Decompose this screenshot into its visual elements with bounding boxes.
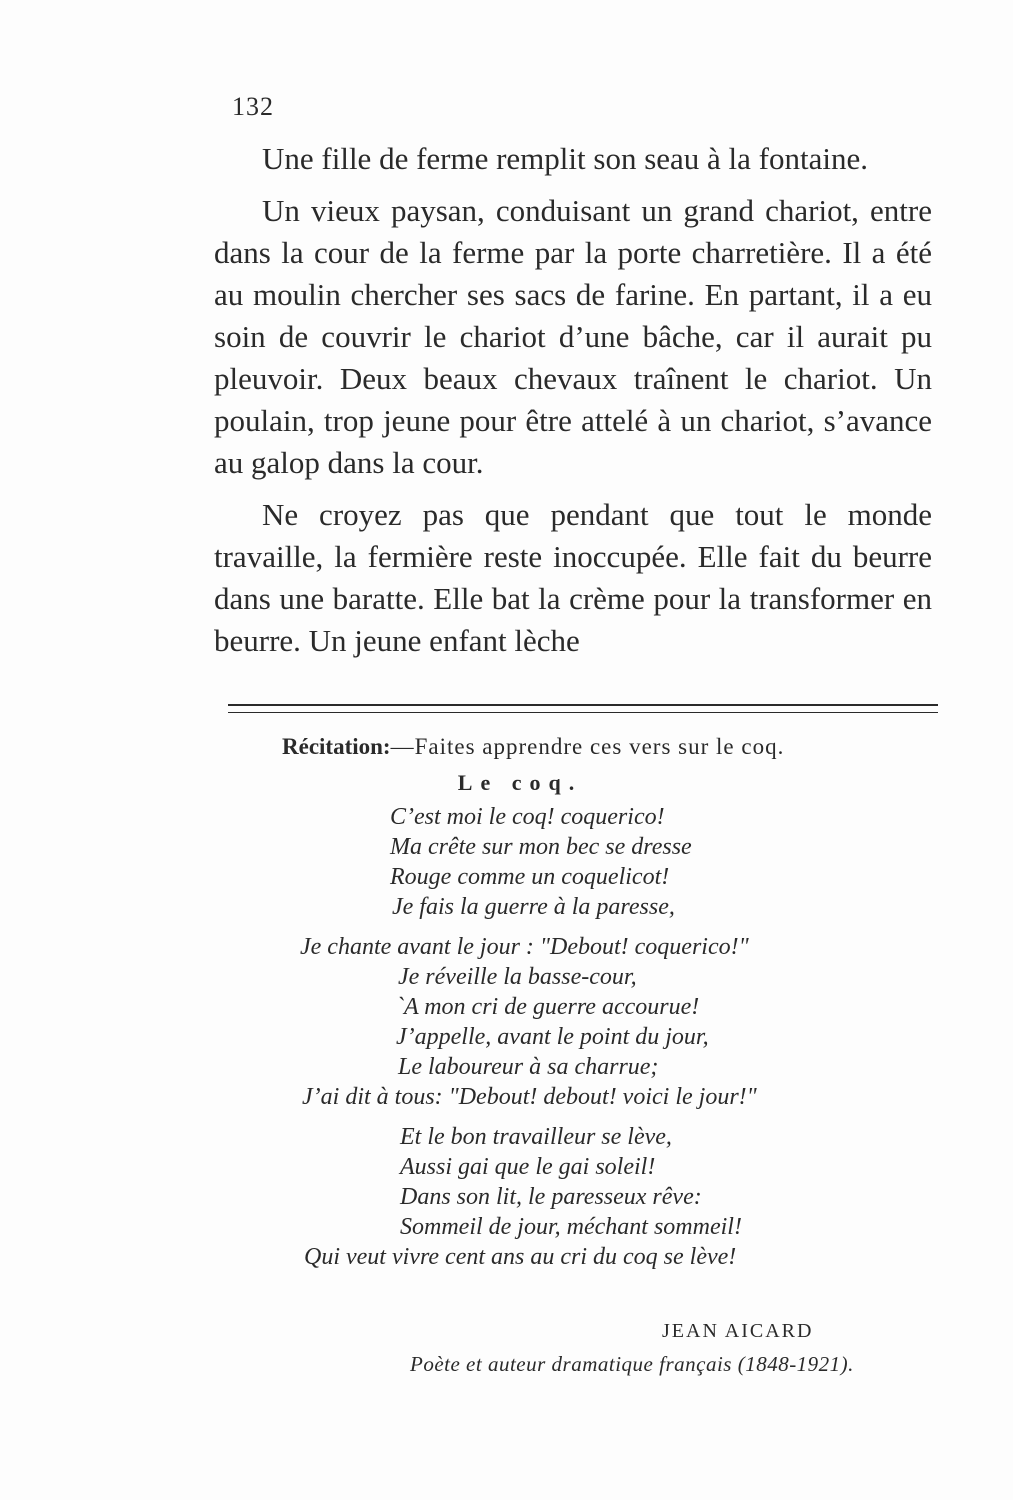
body-text [214,138,932,662]
poem-stanza [0,802,1013,922]
recitation-label: Récitation: [282,734,391,759]
author-name: JEAN AICARD [662,1320,814,1342]
section-divider-thin [228,712,938,713]
poem-title: Le coq. [457,770,583,795]
poem-stanza [0,1122,1013,1272]
poem-line: `A mon cri de guerre accourue! [396,994,700,1020]
paragraph-1: Une fille de ferme remplit son seau à la fontaine. [262,141,868,176]
poem-stanza [0,932,1013,1112]
recitation-heading [282,734,784,760]
page-number: 132 [232,92,274,121]
recitation-instruction: —Faites apprendre ces vers sur le coq. [390,734,785,759]
poem-line: Dans son lit, le paresseux rêve: [400,1184,702,1210]
poem-line: J’appelle, avant le point du jour, [396,1024,709,1050]
poem-line: Je chante avant le jour : "Debout! coquerico!" [300,934,749,960]
author-description: Poète et auteur dramatique français (1848-1921). [410,1352,854,1376]
poem-line: C’est moi le coq! coquerico! [390,804,665,830]
poem-line: Et le bon travailleur se lève, [400,1124,672,1150]
paragraph-3: Ne croyez pas que pendant que tout le monde travaille, la fermière reste inoccupée. Elle fait du beurre dans une baratte. Elle bat la crème pour la transformer en beurre. Un jeune enfant lèche [214,497,932,658]
poem-line: Rouge comme un coquelicot! [390,864,670,890]
poem-line: Qui veut vivre cent ans au cri du coq se lève! [304,1244,737,1270]
poem-line: Le laboureur à sa charrue; [398,1054,659,1080]
poem-line: Sommeil de jour, méchant sommeil! [400,1214,742,1240]
paragraph-2: Un vieux paysan, conduisant un grand chariot, entre dans la cour de la ferme par la porte charretière. Il a été au moulin chercher ses sacs de farine. En partant, il a eu soin de couvrir le chariot d’une bâche, car il aurait pu pleuvoir. Deux beaux chevaux traînent le chariot. Un poulain, trop jeune pour être attelé à un chariot, s’avance au galop dans la cour. [214,193,932,480]
poem [0,802,1013,1282]
poem-line: Je fais la guerre à la paresse, [392,894,675,920]
poem-line: Ma crête sur mon bec se dresse [390,834,692,860]
poem-line: J’ai dit à tous: "Debout! debout! voici le jour!" [302,1084,757,1110]
poem-line: Je réveille la basse-cour, [398,964,637,990]
poem-line: Aussi gai que le gai soleil! [400,1154,656,1180]
section-divider [228,704,938,706]
